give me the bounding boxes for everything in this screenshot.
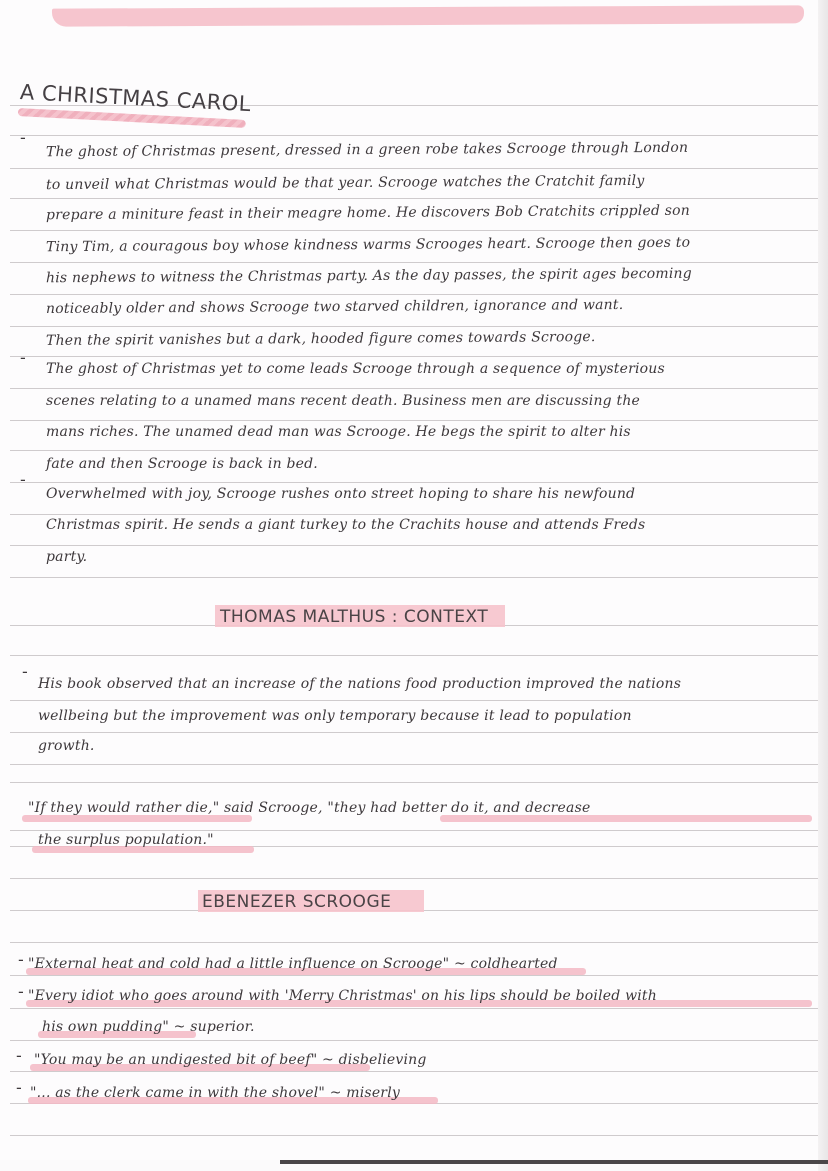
plot-line: party. [46, 549, 88, 565]
ruled-line [10, 482, 818, 483]
bullet-dash: - [20, 128, 26, 147]
malthus-quote-line: the surplus population." [38, 832, 214, 848]
page-title: A CHRISTMAS CAROL [19, 80, 252, 117]
quote-highlight [22, 815, 252, 822]
malthus-line: growth. [38, 738, 95, 754]
plot-line: The ghost of Christmas present, dressed in a green robe takes Scrooge through London [45, 139, 689, 161]
scrooge-quote-line: "... as the clerk came in with the shovel" ~ miserly [30, 1085, 400, 1101]
plot-line: prepare a miniture feast in their meagre home. He discovers Bob Cratchits crippled son [45, 202, 691, 224]
bullet-dash: - [20, 348, 26, 367]
scrooge-quote-line: his own pudding" ~ superior. [42, 1019, 255, 1035]
ruled-line [10, 262, 818, 263]
bullet-dash: - [18, 950, 24, 969]
ruled-line [10, 830, 818, 831]
plot-line: Tiny Tim, a couragous boy whose kindness warms Scrooges heart. Scrooge then goes to [45, 234, 691, 256]
pink-highlighter-band [52, 5, 804, 26]
quote-highlight [440, 815, 812, 822]
bullet-dash: - [20, 470, 26, 489]
ruled-line [10, 975, 818, 976]
plot-line: Overwhelmed with joy, Scrooge rushes onto street hoping to share his newfound [46, 486, 636, 502]
plot-line: noticeably older and shows Scrooge two starved children, ignorance and want. [45, 296, 624, 318]
ruled-line [10, 514, 818, 515]
ruled-line [10, 420, 818, 421]
ruled-line [10, 135, 818, 136]
section-heading-scrooge: EBENEZER SCROOGE [202, 892, 392, 912]
plot-line: fate and then Scrooge is back in bed. [46, 456, 318, 472]
scrooge-quote-line: "External heat and cold had a little influence on Scrooge" ~ coldhearted [28, 956, 558, 972]
ruled-line [10, 782, 818, 783]
malthus-line: His book observed that an increase of the nations food production improved the nations [38, 676, 682, 692]
plot-line: Christmas spirit. He sends a giant turkey to the Crachits house and attends Freds [46, 517, 646, 533]
ruled-line [10, 878, 818, 879]
ruled-line [10, 450, 818, 451]
ruled-line [10, 545, 818, 546]
ruled-line [10, 700, 818, 701]
ruled-line [10, 198, 818, 199]
malthus-quote-line: "If they would rather die," said Scrooge, "they had better do it, and decrease [28, 800, 591, 816]
page-shadow [280, 1160, 828, 1164]
plot-line: mans riches. The unamed dead man was Scrooge. He begs the spirit to alter his [46, 424, 631, 440]
ruled-line [10, 577, 818, 578]
page-edge [818, 0, 828, 1171]
plot-line: his nephews to witness the Christmas party. As the day passes, the spirit ages becoming [45, 265, 692, 287]
ruled-line [10, 388, 818, 389]
ruled-line [10, 294, 818, 295]
scrooge-quote-line: "You may be an undigested bit of beef" ~ disbelieving [34, 1052, 427, 1068]
plot-line: scenes relating to a unamed mans recent death. Business men are discussing the [46, 393, 641, 409]
scrooge-quote-line: "Every idiot who goes around with 'Merry Christmas' on his lips should be boiled with [28, 988, 657, 1004]
ruled-line [10, 356, 818, 357]
ruled-line [10, 1135, 818, 1136]
bullet-dash: - [16, 1078, 22, 1097]
bullet-dash: - [18, 982, 24, 1001]
ruled-line [10, 1008, 818, 1009]
plot-line: Then the spirit vanishes but a dark, hooded figure comes towards Scrooge. [45, 329, 596, 349]
ruled-line [10, 1071, 818, 1072]
ruled-line [10, 168, 818, 169]
ruled-line [10, 942, 818, 943]
ruled-line [10, 1040, 818, 1041]
plot-line: to unveil what Christmas would be that year. Scrooge watches the Cratchit family [45, 172, 645, 194]
ruled-line [10, 326, 818, 327]
bullet-dash: - [22, 662, 28, 681]
section-heading-malthus: THOMAS MALTHUS : CONTEXT [220, 607, 489, 627]
malthus-line: wellbeing but the improvement was only temporary because it lead to population [38, 708, 632, 724]
ruled-line [10, 655, 818, 656]
plot-line: The ghost of Christmas yet to come leads Scrooge through a sequence of mysterious [46, 361, 665, 377]
ruled-line [10, 764, 818, 765]
bullet-dash: - [16, 1046, 22, 1065]
ruled-line [10, 230, 818, 231]
ruled-line [10, 732, 818, 733]
